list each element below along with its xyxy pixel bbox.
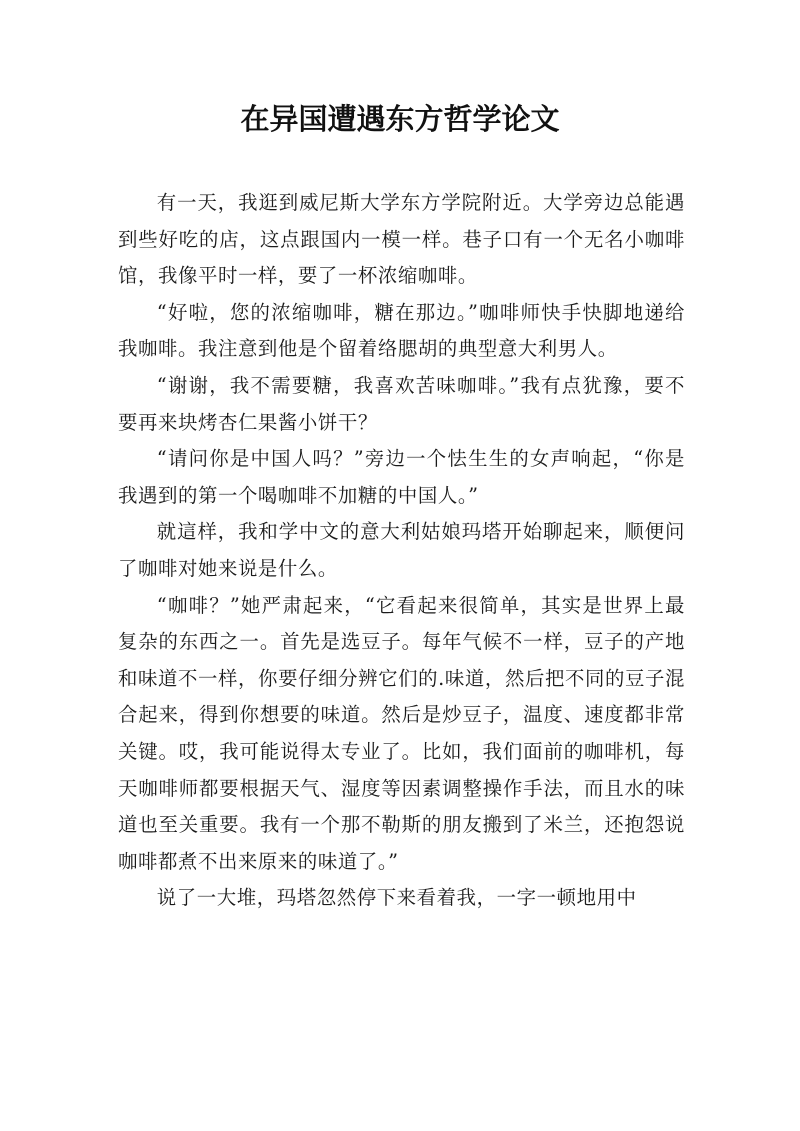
paragraph-1: 有一天，我逛到威尼斯大学东方学院附近。大学旁边总能遇到些好吃的店，这点跟国内一模一样。巷子口有一个无名小咖啡馆，我像平时一样，要了一杯浓缩咖啡。 bbox=[118, 191, 685, 288]
paragraph-4: “请问你是中国人吗？”旁边一个怯生生的女声响起，“你是我遇到的第一个喝咖啡不加糖的中国人。” bbox=[118, 447, 685, 507]
paragraph-2: “好啦，您的浓缩咖啡，糖在那边。”咖啡师快手快脚地递给我咖啡。我注意到他是个留着络腮胡的典型意大利男人。 bbox=[118, 300, 685, 361]
paragraph-3: “谢谢，我不需要糖，我喜欢苦味咖啡。”我有点犹豫，要不要再来块烤杏仁果酱小饼干？ bbox=[118, 373, 685, 434]
paragraph-5: 就這样，我和学中文的意大利姑娘玛塔开始聊起来，顺便问了咖啡对她来说是什么。 bbox=[118, 520, 685, 580]
document-body bbox=[118, 185, 685, 917]
paragraph-7: 说了一大堆，玛塔忽然停下来看着我，一字一顿地用中 bbox=[156, 886, 637, 910]
document-title: 在异国遭遇东方哲学论文 bbox=[240, 102, 560, 136]
paragraph-6: “咖啡？”她严肃起来，“它看起来很简单，其实是世界上最复杂的东西之一。首先是选豆子。每年气候不一样，豆子的产地和味道不一样，你要仔细分辨它们的.味道，然后把不同的豆子混合起来，得到你想要的味道。然后是炒豆子，温度、速度都非常关键。哎，我可能说得太专业了。比如，我们面前的咖啡机，每天咖啡师都要根据天气、湿度等因素调整操作手法，而且水的味道也至关重要。我有一个那不勒斯的朋友搬到了米兰，还抱怨说咖啡都煮不出来原来的味道了。” bbox=[118, 593, 685, 873]
